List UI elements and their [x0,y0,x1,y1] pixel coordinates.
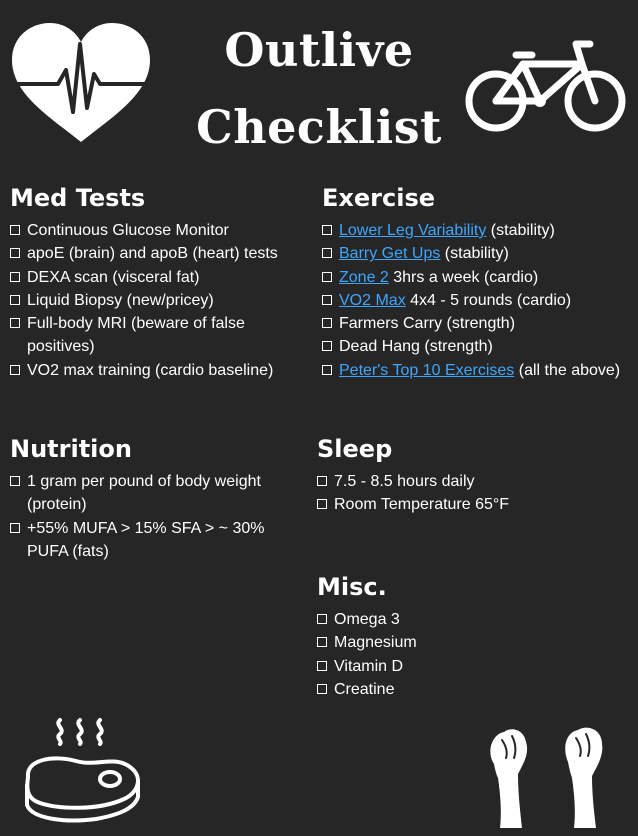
item-label: Liquid Biopsy (new/pricey) [27,291,214,309]
checkbox[interactable] [322,295,332,305]
checkbox[interactable] [10,476,20,486]
checklist-item[interactable] [10,470,289,517]
item-label: apoE (brain) and apoB (heart) tests [27,245,278,263]
checklist-item[interactable] [317,493,617,516]
item-label: Continuous Glucose Monitor [27,222,229,239]
vo2-max-link[interactable]: VO2 Max [339,291,406,309]
item-label: +55% MUFA > 15% SFA > ~ 30% PUFA (fats) [27,519,265,560]
checkbox[interactable] [317,476,327,486]
checklist-item[interactable] [10,242,310,265]
barry-get-ups-link[interactable]: Barry Get Ups [339,245,441,263]
checkbox[interactable] [322,225,332,235]
peters-top-10-link[interactable]: Peter's Top 10 Exercises [339,361,515,379]
item-label: (all the above) [514,361,621,379]
exercise-section [322,183,638,382]
checklist-item[interactable] [317,678,617,701]
checklist-item[interactable] [317,655,617,678]
checkbox[interactable] [317,499,327,509]
checkbox[interactable] [317,684,327,694]
checklist-item[interactable] [10,359,310,382]
item-label: (stability) [440,245,509,263]
checklist-item[interactable] [322,289,638,312]
checkbox[interactable] [322,248,332,258]
checkbox[interactable] [10,295,20,305]
item-label: Full-body MRI (beware of false positives) [27,315,245,356]
checklist-item[interactable] [10,312,277,359]
item-label: Dead Hang (strength) [339,338,493,356]
checklist-item[interactable] [10,219,310,242]
checklist-item[interactable] [322,219,638,242]
item-label: Magnesium [334,634,417,652]
checkbox[interactable] [10,523,20,533]
checkbox[interactable] [10,272,20,282]
title-line-2: Checklist [196,100,442,154]
nutrition-heading: Nutrition [10,435,132,463]
misc-heading: Misc. [317,573,387,601]
item-label: 7.5 - 8.5 hours daily [334,473,475,490]
checklist-item[interactable] [10,517,289,564]
checklist-item[interactable] [10,266,310,289]
checklist-item[interactable] [322,359,638,382]
bicycle-icon [464,38,628,134]
sleep-heading: Sleep [317,435,393,463]
item-label: Farmers Carry (strength) [339,315,516,333]
checklist-item[interactable] [317,631,617,654]
checkbox[interactable] [317,614,327,624]
checklist-item[interactable] [10,289,310,312]
item-label: 4x4 - 5 rounds (cardio) [405,291,572,309]
misc-section [317,572,617,701]
checklist-item[interactable] [322,335,638,358]
checkbox[interactable] [322,272,332,282]
checkbox[interactable] [317,637,327,647]
med-tests-section [10,183,310,382]
checkbox[interactable] [10,318,20,328]
checkbox[interactable] [322,318,332,328]
checklist-item[interactable] [317,470,617,493]
nutrition-section [10,434,300,563]
item-label: 1 gram per pound of body weight (protein) [27,473,261,514]
checkbox[interactable] [10,365,20,375]
checkbox[interactable] [10,248,20,258]
item-label: 3hrs a week (cardio) [388,268,539,286]
title-line-1: Outlive [224,23,414,77]
checklist-item[interactable] [322,266,638,289]
exercise-heading: Exercise [322,184,436,212]
sleep-section [317,434,617,517]
item-label: Vitamin D [334,657,404,675]
chalk-hands-icon [482,722,622,830]
item-label: (stability) [486,222,555,239]
checkbox[interactable] [322,341,332,351]
checklist-item[interactable] [322,312,638,335]
lower-leg-variability-link[interactable]: Lower Leg Variability [339,222,487,239]
item-label: Room Temperature 65°F [334,496,510,514]
med-tests-heading: Med Tests [10,184,146,212]
checkbox[interactable] [10,225,20,235]
item-label: Omega 3 [334,611,400,628]
checklist-item[interactable] [317,608,617,631]
item-label: VO2 max training (cardio baseline) [27,361,274,379]
checkbox[interactable] [322,365,332,375]
item-label: DEXA scan (visceral fat) [27,268,200,286]
checklist-item[interactable] [322,242,638,265]
steak-icon [18,715,146,830]
heart-pulse-icon [10,22,152,147]
item-label: Creatine [334,680,395,698]
checkbox[interactable] [317,661,327,671]
zone-2-link[interactable]: Zone 2 [339,268,389,286]
